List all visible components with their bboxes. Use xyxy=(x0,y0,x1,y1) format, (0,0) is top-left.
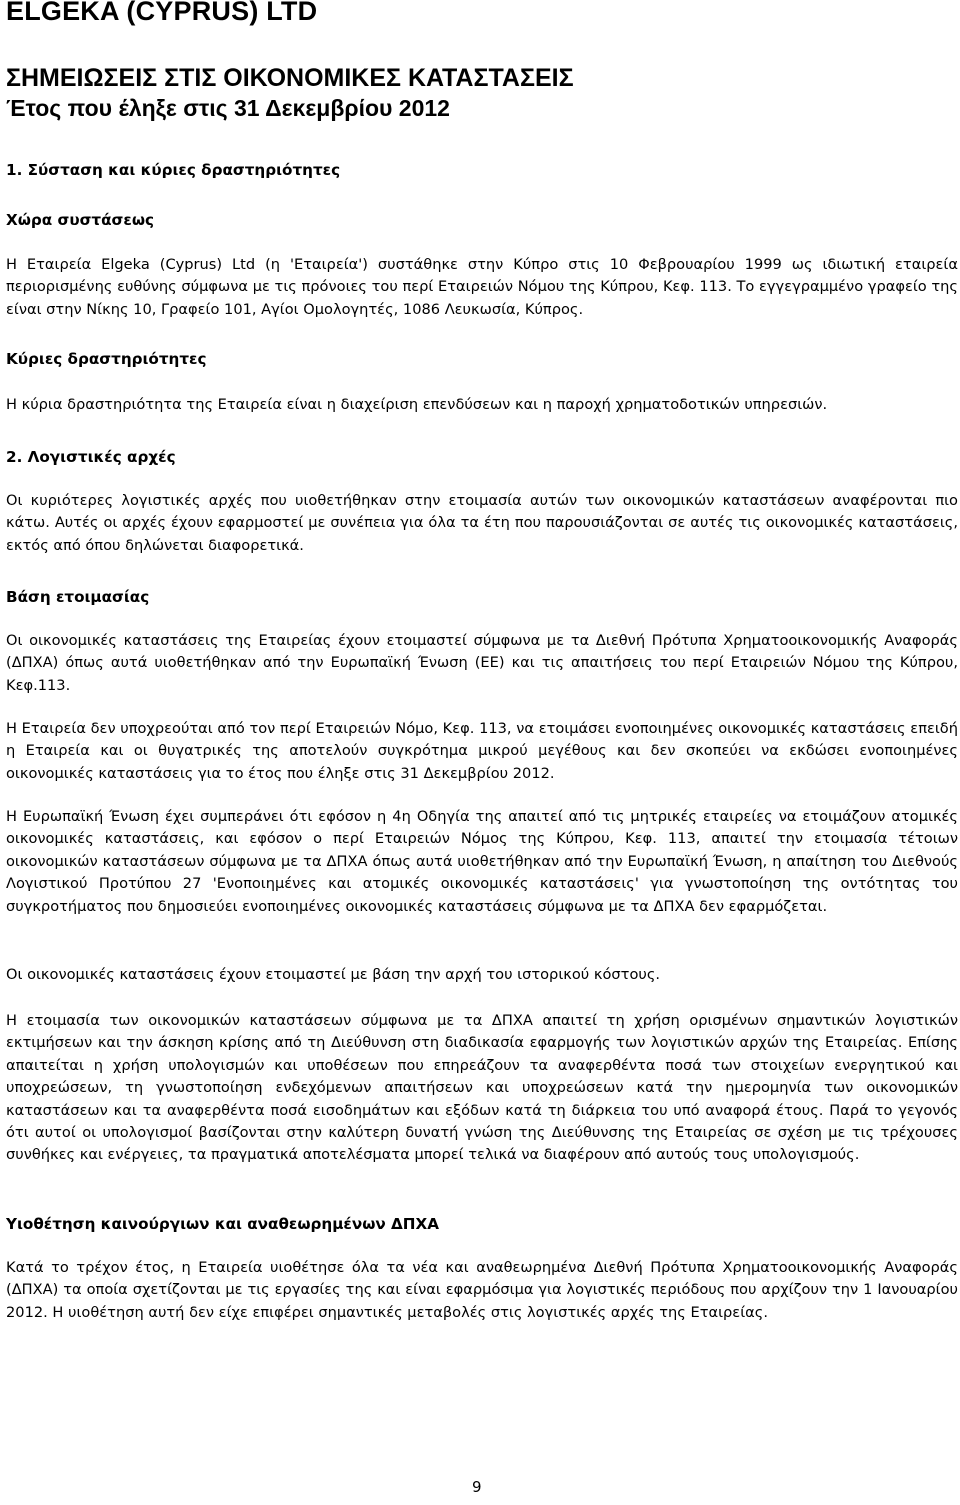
company-name: ELGEKA (CYPRUS) LTD xyxy=(6,0,318,26)
activities-heading: Κύριες δραστηριότητες xyxy=(6,350,207,368)
page-number: 9 xyxy=(472,1478,482,1496)
basis-heading: Βάση ετοιμασίας xyxy=(6,588,150,606)
document-title: ΣΗΜΕΙΩΣΕΙΣ ΣΤΙΣ ΟΙΚΟΝΟΜΙΚΕΣ ΚΑΤΑΣΤΑΣΕΙΣ xyxy=(6,64,574,92)
basis-paragraph-3: Η Ευρωπαϊκή Ένωση έχει συμπεράνει ότι εφόσον η 4η Οδηγία της απαιτεί από τις μητρικές εταιρείες να ετοιμάζουν ατομικές οικονομικές καταστάσεις, και εφόσον ο περί Εταιρειών Νόμος της Κύπρου, Κεφ. 113, απαιτεί την ετοιμασία τέτοιων οικονομικών καταστάσεων σύμφωνα με τα ΔΠΧΑ όπως αυτά υιοθετήθηκαν από την Ευρωπαϊκή Ένωση, η απαίτηση του Διεθνούς Λογιστικού Προτύπου 27 'Ενοποιημένες και ατομικές οικονομικές καταστάσεις' για γνωστοποίηση της οντότητας του συγκροτήματος που δημοσιεύει ενοποιημένες οικονομικές καταστάσεις σύμφωνα με τα ΔΠΧΑ δεν εφαρμόζεται. xyxy=(6,808,958,915)
country-paragraph: Η Εταιρεία Elgeka (Cyprus) Ltd (η 'Εταιρεία') συστάθηκε στην Κύπρο στις 10 Φεβρουαρίου 1999 ως ιδιωτική εταιρεία περιορισμένης ευθύνης σύμφωνα με τις πρόνοιες του περί Εταιρειών Νόμου της Κύπρου, Κεφ. 113. Το εγγεγραμμένο γραφείο της είναι στην Νίκης 10, Γραφείο 101, Αγίοι Ομολογητές, 1086 Λευκωσία, Κύπρος. xyxy=(6,256,958,318)
country-heading: Χώρα συστάσεως xyxy=(6,211,155,229)
activities-paragraph: Η κύρια δραστηριότητα της Εταιρεία είναι η διαχείριση επενδύσεων και η παροχή χρηματοδοτικών υπηρεσιών. xyxy=(6,396,828,413)
note-1-heading: 1. Σύσταση και κύριες δραστηριότητες xyxy=(6,161,341,179)
note-2-heading: 2. Λογιστικές αρχές xyxy=(6,448,176,466)
basis-paragraph-4: Οι οικονομικές καταστάσεις έχουν ετοιμαστεί με βάση την αρχή του ιστορικού κόστους. xyxy=(6,966,661,983)
document-subtitle: Έτος που έληξε στις 31 Δεκεμβρίου 2012 xyxy=(6,95,450,121)
basis-paragraph-1: Οι οικονομικές καταστάσεις της Εταιρείας έχουν ετοιμαστεί σύμφωνα με τα Διεθνή Πρότυπα Χρηματοοικονομικής Αναφοράς (ΔΠΧΑ) όπως αυτά υιοθετήθηκαν από την Ευρωπαϊκή Ένωση (ΕΕ) και τις απαιτήσεις του περί Εταιρειών Νόμου της Κύπρου, Κεφ.113. xyxy=(6,632,958,694)
adoption-paragraph: Κατά το τρέχον έτος, η Εταιρεία υιοθέτησε όλα τα νέα και αναθεωρημένα Διεθνή Πρότυπα Χρηματοοικονομικής Αναφοράς (ΔΠΧΑ) τα οποία σχετίζονται με τις εργασίες της και είναι εφαρμόσιμα για λογιστικές περιόδους που αρχίζουν την 1 Ιανουαρίου 2012. Η υιοθέτηση αυτή δεν είχε επιφέρει σημαντικές μεταβολές στις λογιστικές αρχές της Εταιρείας. xyxy=(6,1259,958,1321)
accounting-intro-paragraph: Οι κυριότερες λογιστικές αρχές που υιοθετήθηκαν στην ετοιμασία αυτών των οικονομικών καταστάσεων αναφέρονται πιο κάτω. Αυτές οι αρχές έχουν εφαρμοστεί με συνέπεια για όλα τα έτη που παρουσιάζονται σε αυτές τις οικονομικές καταστάσεις, εκτός από όπου δηλώνεται διαφορετικά. xyxy=(6,492,958,554)
adoption-heading: Υιοθέτηση καινούργιων και αναθεωρημένων ΔΠΧΑ xyxy=(6,1215,439,1233)
basis-paragraph-2: Η Εταιρεία δεν υποχρεούται από τον περί Εταιρειών Νόμο, Κεφ. 113, να ετοιμάσει ενοποιημένες οικονομικές καταστάσεις επειδή η Εταιρεία και οι θυγατρικές της αποτελούν συγκρότημα μικρού μεγέθους και δεν σκοπεύει να εκδώσει ενοποιημένες οικονομικές καταστάσεις για το έτος που έληξε στις 31 Δεκεμβρίου 2012. xyxy=(6,720,958,782)
basis-paragraph-5: Η ετοιμασία των οικονομικών καταστάσεων σύμφωνα με τα ΔΠΧΑ απαιτεί τη χρήση ορισμένων σημαντικών λογιστικών εκτιμήσεων και την άσκηση κρίσης από τη Διεύθυνση στη διαδικασία εφαρμογής των λογιστικών αρχών της Εταιρείας. Επίσης απαιτείται η χρήση υπολογισμών και υποθέσεων που επηρεάζουν τα αναφερθέντα ποσά των στοιχείων ενεργητικού και υποχρεώσεων, τη γνωστοποίηση ενδεχόμενων απαιτήσεων και υποχρεώσεων κατά την ημερομηνία των οικονομικών καταστάσεων και τα αναφερθέντα ποσά εισοδημάτων και εξόδων κατά τη διάρκεια του υπό αναφορά έτους. Παρά το γεγονός ότι αυτοί οι υπολογισμοί βασίζονται στην καλύτερη δυνατή γνώση της Διεύθυνσης της Εταιρείας σε σχέση με τις τρέχουσες συνθήκες και ενέργειες, τα πραγματικά αποτελέσματα μπορεί τελικά να διαφέρουν από αυτούς τους υπολογισμούς. xyxy=(6,1012,958,1164)
